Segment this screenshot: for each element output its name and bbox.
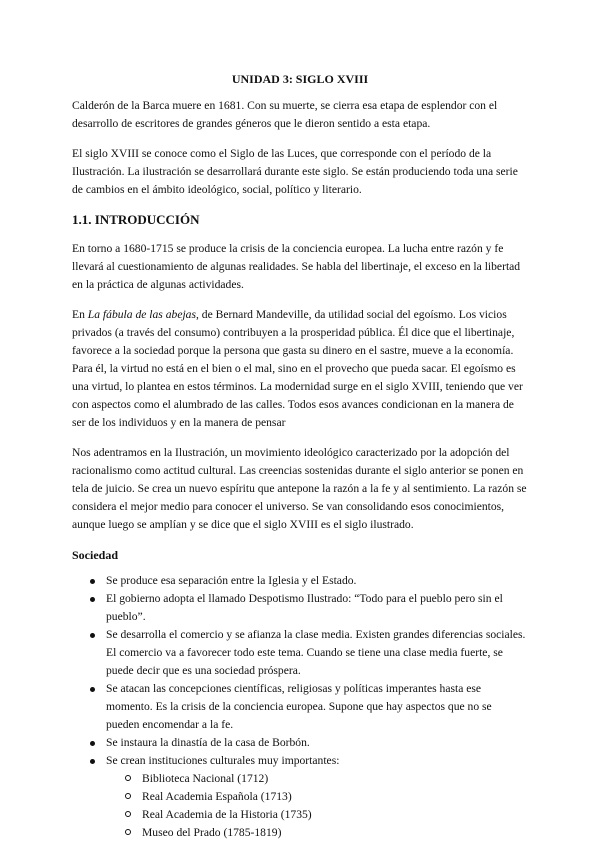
list-item-text: Se crean instituciones culturales muy importantes: xyxy=(106,754,340,767)
section-heading-introduccion: 1.1. INTRODUCCIÓN xyxy=(72,212,200,227)
paragraph-body: , de Bernard Mandeville, da utilidad social del egoísmo. Los vicios privados (a través del consumo) contribuyen a la prosperidad pública. Él dice que el libertinaje, favorece a la sociedad porque la persona que gasta su dinero en el sastre, mueve a la economía. Para él, la virtud no está en el bien o el mal, sino en el provecho que pueda sacar. El egoísmo es una virtud, lo plantea en estos términos. La modernidad surge en el siglo XVIII, teniendo que ver con aspectos como el alumbrado de las calles. Todos esos avances condicionan en la manera de ser de los individuos y en la manera de pensar xyxy=(72,308,523,429)
list-item: El gobierno adopta el llamado Despotismo Ilustrado: “Todo para el pueblo pero sin el pueblo”. xyxy=(106,590,528,626)
list-item: Se atacan las concepciones científicas, religiosas y políticas imperantes hasta ese momento. Es la crisis de la conciencia europea. Supone que hay aspectos que no se pueden encomendar a la fe. xyxy=(106,680,528,734)
subsection-heading-sociedad: Sociedad xyxy=(72,548,119,562)
section-paragraph-3: Nos adentramos en la Ilustración, un movimiento ideológico caracterizado por la adopción del racionalismo como actitud cultural. Las creencias sostenidas durante el siglo anterior se ponen en tela de juicio. Se crea un nuevo espíritu que antepone la razón a la fe y al sentimiento. La razón se considera el mejor medio para conocer el universo. Se van consolidando esos conocimientos, aunque luego se amplían y se dice que el siglo XVIII es el siglo ilustrado. xyxy=(72,446,527,531)
list-item: Se desarrolla el comercio y se afianza la clase media. Existen grandes diferencias sociales. El comercio va a favorecer todo este tema. Cuando se tiene una clase media fuerte, se puede decir que es una sociedad próspera. xyxy=(106,626,528,680)
sublist-item: Real Academia de la Historia (1735) xyxy=(142,806,528,824)
section-paragraph-2 xyxy=(72,306,528,432)
list-item: Se instaura la dinastía de la casa de Borbón. xyxy=(106,734,528,752)
list-item xyxy=(106,752,528,842)
intro-paragraph-1: Calderón de la Barca muere en 1681. Con su muerte, se cierra esa etapa de esplendor con el desarrollo de escritores de grandes géneros que le dieron sentido a esta etapa. xyxy=(72,99,498,130)
sublist-item: Museo del Prado (1785-1819) xyxy=(142,824,528,842)
sublist-item: Real Academia Española (1713) xyxy=(142,788,528,806)
sociedad-bullet-list xyxy=(72,572,528,842)
intro-paragraph-2: El siglo XVIII se conoce como el Siglo de las Luces, que corresponde con el período de la Ilustración. La ilustración se desarrollará durante este siglo. Se están produciendo toda una serie de cambios en el ámbito ideológico, social, político y literario. xyxy=(72,147,518,196)
paragraph-prefix: En xyxy=(72,308,88,321)
institutions-sublist xyxy=(106,770,528,842)
list-item: Se produce esa separación entre la Iglesia y el Estado. xyxy=(106,572,528,590)
page-title: UNIDAD 3: SIGLO XVIII xyxy=(231,72,369,86)
sublist-item: Biblioteca Nacional (1712) xyxy=(142,770,528,788)
book-title: La fábula de las abejas xyxy=(87,308,196,321)
section-paragraph-1: En torno a 1680-1715 se produce la crisis de la conciencia europea. La lucha entre razón y fe llevará al cuestionamiento de algunas realidades. Se habla del libertinaje, el exceso en la libertad en la práctica de algunas actividades. xyxy=(72,242,521,291)
